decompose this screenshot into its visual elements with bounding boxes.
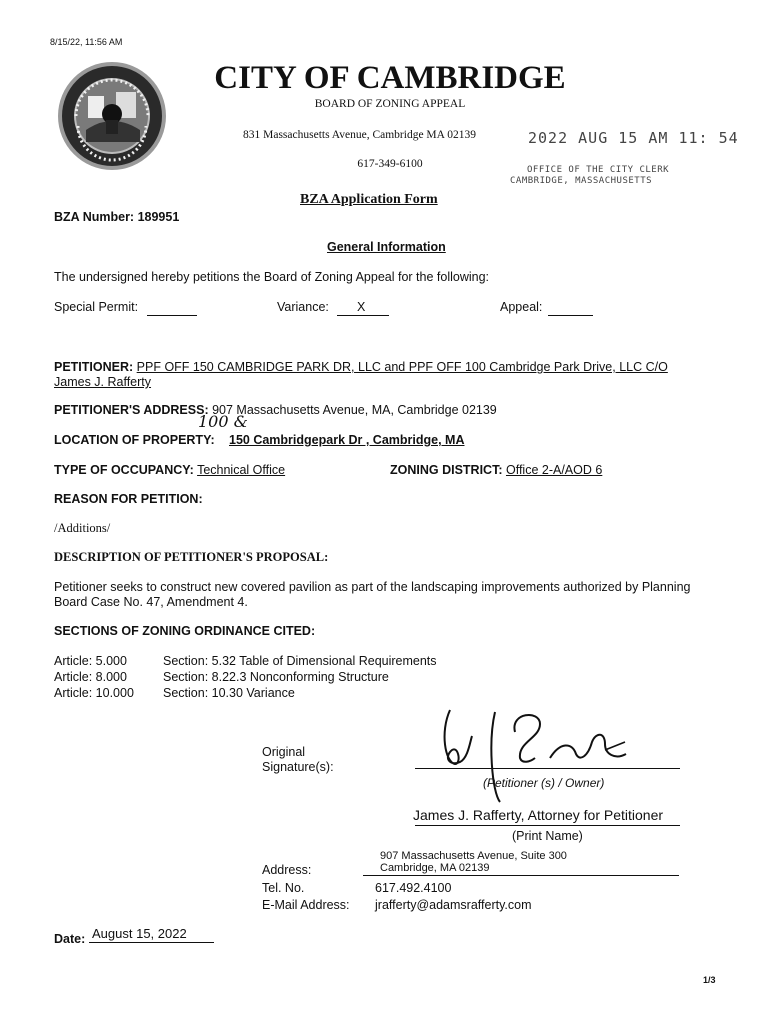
petitioner-value-line1: PPF OFF 150 CAMBRIDGE PARK DR, LLC and PPF OFF 100 Cambridge Park Drive, LLC C/O: [136, 360, 668, 374]
date-label: Date:: [54, 932, 86, 946]
signature-role: (Petitioner (s) / Owner): [483, 776, 605, 790]
zoning-district-label: ZONING DISTRICT:: [390, 463, 503, 477]
petitioner-label: PETITIONER:: [54, 360, 134, 374]
bza-number-label: BZA Number:: [54, 210, 135, 224]
zoning-district-row: [390, 463, 602, 477]
petitioner-address-row: [54, 403, 497, 417]
section-text-1: Section: 5.32 Table of Dimensional Requirements: [163, 654, 437, 668]
city-title: CITY OF CAMBRIDGE: [214, 60, 566, 96]
reason-value: /Additions/: [54, 521, 111, 535]
address-line2: Cambridge, MA 02139: [380, 862, 490, 874]
original-label-2: Signature(s):: [262, 760, 334, 774]
variance-label: Variance:: [277, 300, 329, 314]
petitioner-address-label: PETITIONER'S ADDRESS:: [54, 403, 209, 417]
petitioner-value-line2: James J. Rafferty: [54, 375, 152, 389]
board-name: BOARD OF ZONING APPEAL: [314, 98, 466, 110]
general-info-heading: General Information: [327, 240, 446, 254]
description-label: DESCRIPTION OF PETITIONER'S PROPOSAL:: [54, 550, 329, 564]
variance-value: X: [357, 300, 366, 314]
board-phone: 617-349-6100: [357, 158, 423, 170]
tel-value: 617.492.4100: [375, 881, 452, 895]
occupancy-value: Technical Office: [197, 463, 286, 477]
email-value: jrafferty@adamsrafferty.com: [375, 898, 532, 912]
special-permit-label: Special Permit:: [54, 300, 139, 314]
page-number: 1/3: [703, 975, 716, 985]
section-text-2: Section: 8.22.3 Nonconforming Structure: [163, 670, 389, 684]
received-stamp: 2022 AUG 15 AM 11: 54: [528, 129, 739, 147]
location-handwritten-note: 100 &: [198, 412, 248, 431]
section-article-2: Article: 8.000: [54, 670, 127, 684]
variance-field: [337, 315, 389, 316]
print-name-line: [415, 825, 680, 826]
form-title: BZA Application Form: [300, 192, 438, 207]
location-value: 150 Cambridgepark Dr , Cambridge, MA: [229, 433, 465, 447]
handwritten-signature: [400, 702, 700, 812]
address-line1: 907 Massachusetts Avenue, Suite 300: [380, 850, 567, 862]
print-name-label: (Print Name): [512, 829, 583, 843]
reason-label: REASON FOR PETITION:: [54, 492, 203, 506]
city-seal: [56, 60, 168, 172]
petitioner-row: [54, 360, 668, 374]
print-timestamp: 8/15/22, 11:56 AM: [50, 37, 123, 47]
location-label: LOCATION OF PROPERTY:: [54, 433, 215, 447]
section-text-3: Section: 10.30 Variance: [163, 686, 295, 700]
clerk-stamp-line1: OFFICE OF THE CITY CLERK: [527, 165, 670, 175]
petitioner-address-value: 907 Massachusetts Avenue, MA, Cambridge 02139: [212, 403, 497, 417]
occupancy-label: TYPE OF OCCUPANCY:: [54, 463, 194, 477]
date-line: [89, 942, 214, 943]
address-line-rule: [363, 875, 679, 876]
signer-name: James J. Rafferty, Attorney for Petitioner: [413, 807, 664, 823]
section-article-1: Article: 5.000: [54, 654, 127, 668]
general-intro: The undersigned hereby petitions the Board of Zoning Appeal for the following:: [54, 270, 490, 284]
email-label: E-Mail Address:: [262, 898, 350, 912]
occupancy-row: [54, 463, 285, 477]
sections-label: SECTIONS OF ZONING ORDINANCE CITED:: [54, 624, 316, 638]
board-address: 831 Massachusetts Avenue, Cambridge MA 02139: [243, 129, 476, 141]
bza-number-value: 189951: [137, 210, 180, 224]
clerk-stamp-line2: CAMBRIDGE, MASSACHUSETTS: [510, 176, 653, 186]
description-line1: Petitioner seeks to construct new covered pavilion as part of the landscaping improvements authorized by Planning: [54, 580, 691, 594]
section-article-3: Article: 10.000: [54, 686, 134, 700]
date-value: August 15, 2022: [92, 926, 187, 941]
zoning-district-value: Office 2-A/AOD 6: [505, 463, 603, 477]
appeal-field: [548, 315, 593, 316]
appeal-label: Appeal:: [500, 300, 543, 314]
address-label: Address:: [262, 863, 312, 877]
special-permit-field: [147, 315, 197, 316]
tel-label: Tel. No.: [262, 881, 305, 895]
bza-number: [54, 210, 179, 224]
signature-line: [415, 768, 680, 769]
description-line2: Board Case No. 47, Amendment 4.: [54, 595, 248, 609]
original-label-1: Original: [262, 745, 306, 759]
